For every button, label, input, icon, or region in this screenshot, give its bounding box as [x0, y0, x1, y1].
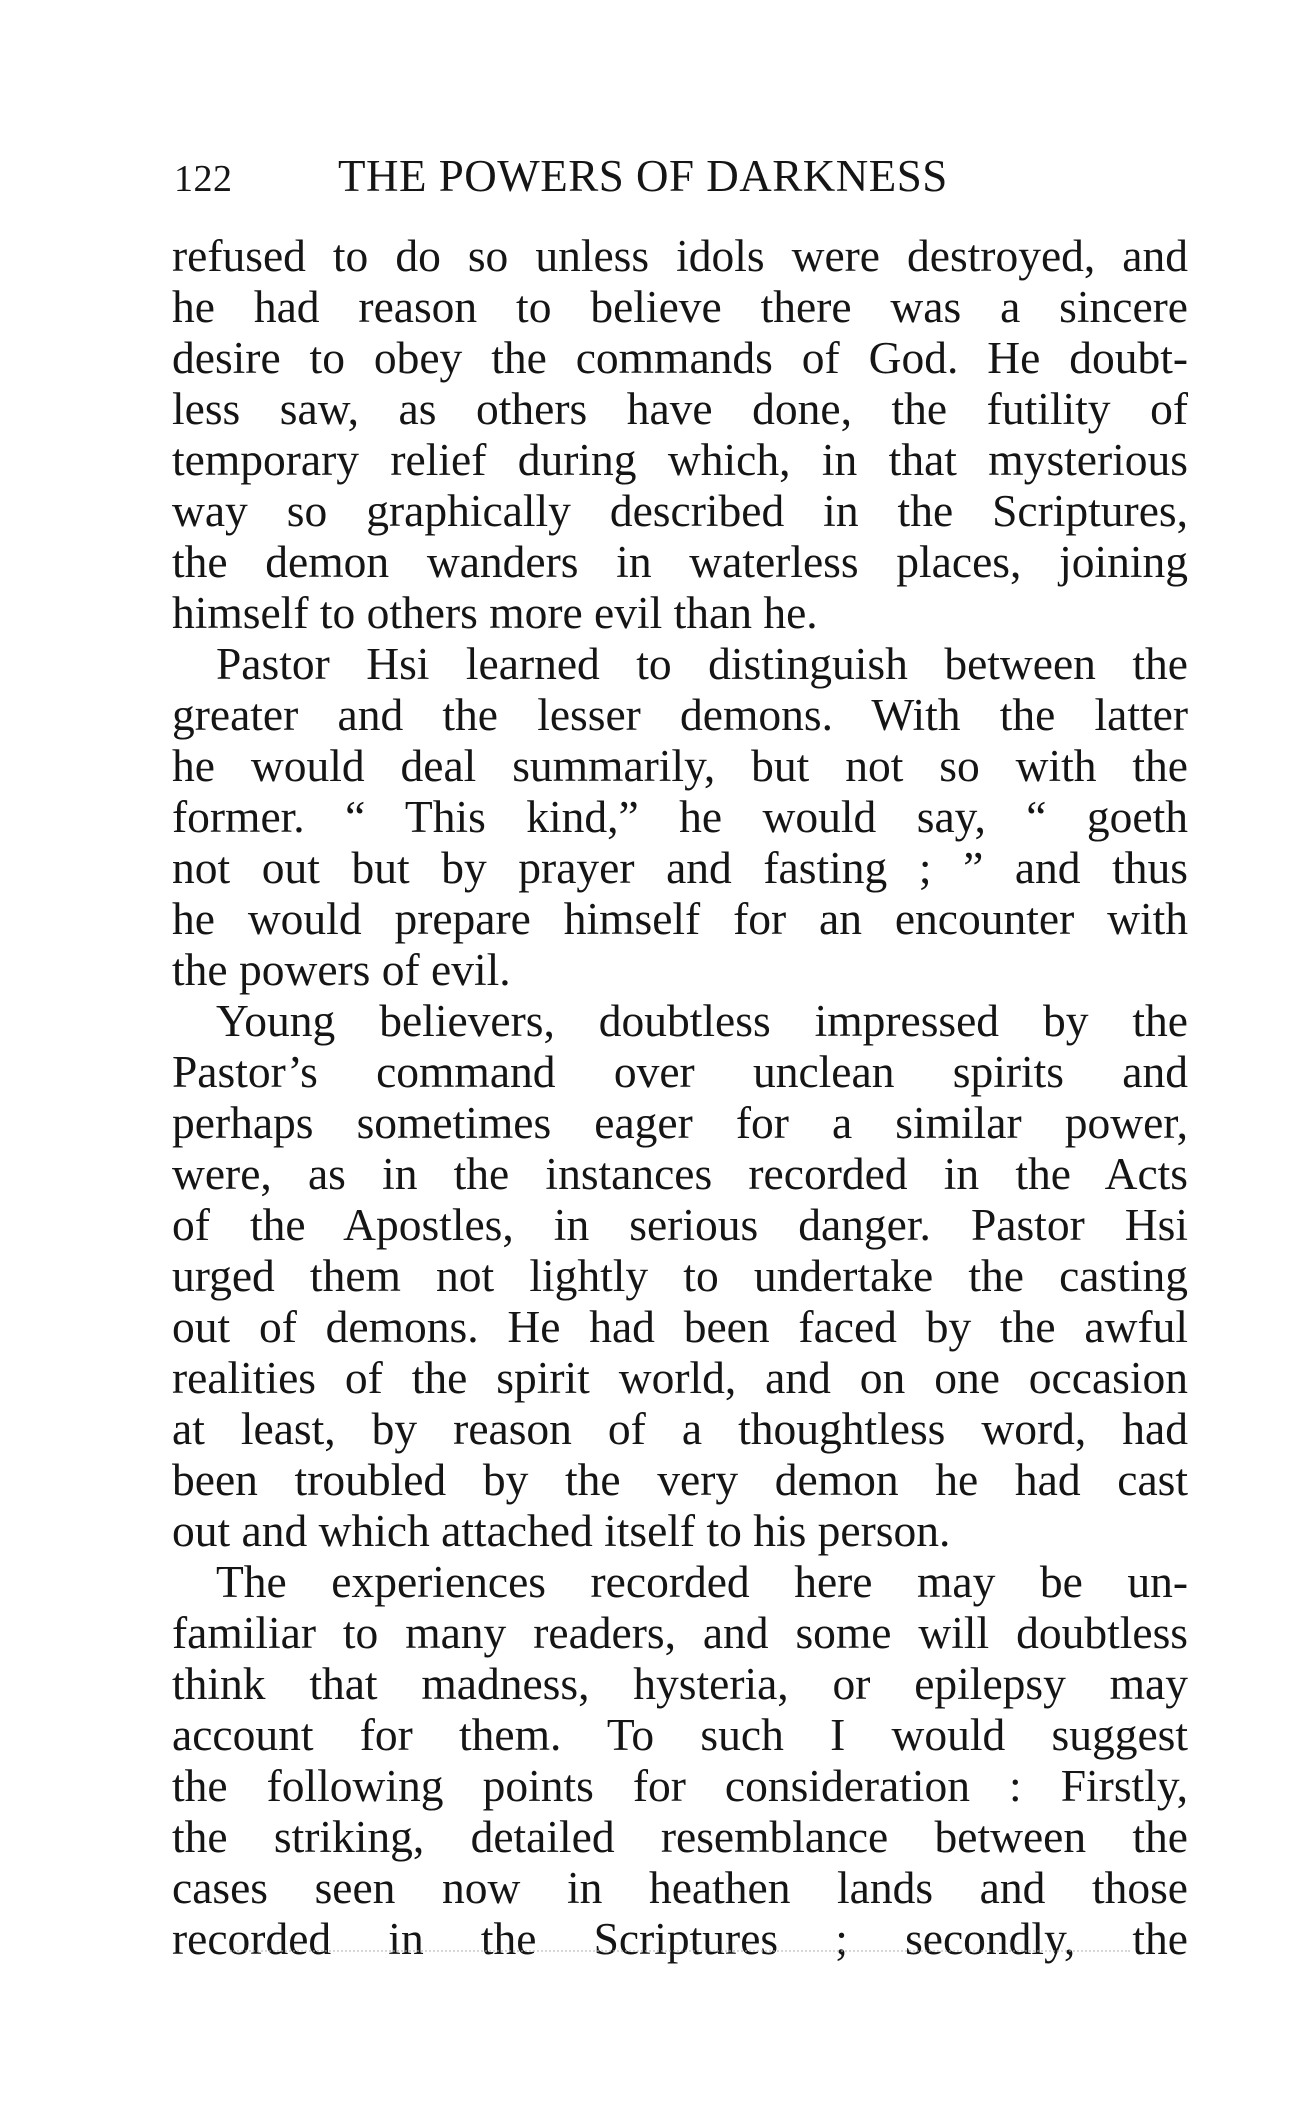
text-line: he would prepare himself for an encounter with	[172, 893, 1188, 944]
text-line: former. “ This kind,” he would say, “ goeth	[172, 791, 1188, 842]
text-line: desire to obey the commands of God. He doubt-	[172, 332, 1188, 383]
text-line: Pastor’s command over unclean spirits and	[172, 1046, 1188, 1097]
text-line: cases seen now in heathen lands and those	[172, 1862, 1188, 1913]
text-line: were, as in the instances recorded in the Acts	[172, 1148, 1188, 1199]
running-head	[174, 146, 1184, 206]
text-line: out and which attached itself to his person.	[172, 1505, 951, 1556]
text-line: greater and the lesser demons. With the latter	[172, 689, 1188, 740]
page-number: 122	[174, 158, 233, 200]
text-line: urged them not lightly to undertake the casting	[172, 1250, 1188, 1301]
text-line: realities of the spirit world, and on one occasion	[172, 1352, 1188, 1403]
text-line: himself to others more evil than he.	[172, 587, 818, 638]
paragraph-start-line: The experiences recorded here may be un-	[216, 1556, 1188, 1607]
text-line: of the Apostles, in serious danger. Pastor Hsi	[172, 1199, 1188, 1250]
paragraph-start-line: Young believers, doubtless impressed by the	[216, 995, 1188, 1046]
text-line: refused to do so unless idols were destroyed, and	[172, 230, 1188, 281]
text-line: he would deal summarily, but not so with the	[172, 740, 1188, 791]
text-line: he had reason to believe there was a sincere	[172, 281, 1188, 332]
text-line: out of demons. He had been faced by the awful	[172, 1301, 1188, 1352]
text-line: recorded in the Scriptures ; secondly, the	[172, 1913, 1188, 1964]
text-line: way so graphically described in the Scriptures,	[172, 485, 1188, 536]
text-line: been troubled by the very demon he had cast	[172, 1454, 1188, 1505]
text-line: the following points for consideration : Firstly,	[172, 1760, 1188, 1811]
text-line: not out but by prayer and fasting ; ” and thus	[172, 842, 1188, 893]
text-line: the demon wanders in waterless places, joining	[172, 536, 1188, 587]
print-specks	[230, 1950, 1130, 1958]
text-line: the powers of evil.	[172, 944, 511, 995]
text-line: at least, by reason of a thoughtless word, had	[172, 1403, 1188, 1454]
text-line: temporary relief during which, in that mysterious	[172, 434, 1188, 485]
text-line: perhaps sometimes eager for a similar power,	[172, 1097, 1188, 1148]
text-line: think that madness, hysteria, or epilepsy may	[172, 1658, 1188, 1709]
text-line: less saw, as others have done, the futility of	[172, 383, 1188, 434]
text-line: account for them. To such I would suggest	[172, 1709, 1188, 1760]
running-title: THE POWERS OF DARKNESS	[338, 151, 948, 201]
text-line: the striking, detailed resemblance between the	[172, 1811, 1188, 1862]
body-text	[172, 230, 1188, 1964]
text-line: familiar to many readers, and some will doubtless	[172, 1607, 1188, 1658]
paragraph-start-line: Pastor Hsi learned to distinguish between the	[216, 638, 1188, 689]
